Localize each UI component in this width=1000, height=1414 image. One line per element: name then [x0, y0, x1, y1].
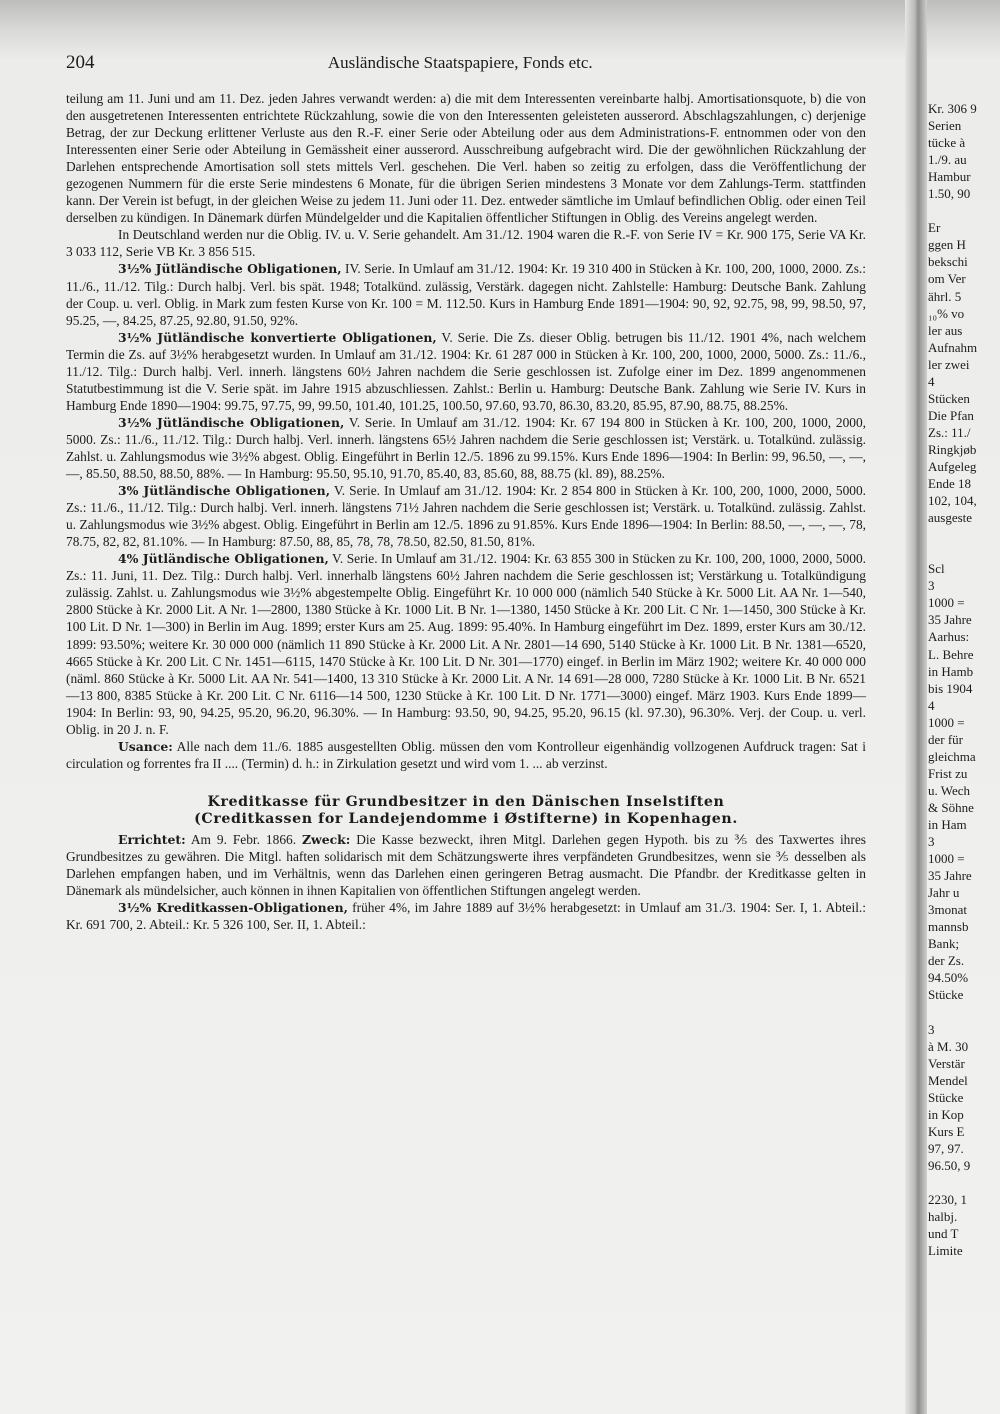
facing-page-line: 3monat	[928, 902, 967, 918]
facing-page-line: 94.50%	[928, 970, 969, 986]
facing-page-line: Stücken	[928, 390, 970, 406]
facing-page-line: 102, 104,	[928, 493, 977, 509]
facing-page-line	[928, 202, 1000, 219]
facing-page-line: Stücke	[928, 1089, 964, 1105]
entry-kreditkassen	[66, 899, 866, 933]
entry-title: 4% Jütländische Obligationen,	[118, 551, 329, 567]
facing-page-line: ler zwei	[928, 356, 970, 372]
facing-page-line: Die Pfan	[928, 407, 974, 423]
entry-title: 3½% Jütländische Obligationen,	[118, 414, 345, 430]
facing-page-line: Zs.: 11./	[928, 424, 971, 440]
facing-page-line: Stücke	[928, 987, 964, 1003]
zweck-text: Die Kasse bezweckt, ihren Mitgl. Darlehen gegen Hypoth. bis zu ⅗ des Taxwertes ihres Grundbesitzes zu gewähren. Die Mitgl. haften solidarisch mit dem Schätzungswerte ihres verpfändeten Grundbesitzes, wenn sie ⅗ desselben als Darlehen empfangen haben, und im Verhältnis, wenn das Darlehen einen geringeren Betrag ausmacht. Die Pfandbr. der Kreditkasse gelten in Dänemark als mündelsicher, auch können in ihnen Kapitalien von öffentlichen Stiftungen angelegt werden.	[66, 831, 866, 899]
facing-page-line: 4	[928, 373, 935, 389]
facing-page-line	[928, 1003, 1000, 1020]
facing-page-line: 4	[928, 697, 935, 713]
facing-page-line: L. Behre	[928, 646, 974, 662]
facing-page-line: Kr. 306 9	[928, 101, 977, 116]
facing-page-line: 3	[928, 834, 935, 850]
facing-page-line: in Ham	[928, 816, 967, 832]
running-title: Ausländische Staatspapiere, Fonds etc.	[327, 53, 593, 72]
facing-page-line: Ende 18	[928, 476, 971, 492]
entry-jutland-iv	[66, 260, 866, 328]
page-header	[66, 52, 866, 74]
entry-title: 3½% Jütländische konvertierte Obligationen,	[118, 329, 437, 345]
entry-title: 3½% Jütländische Obligationen,	[118, 261, 342, 277]
section-heading	[66, 794, 866, 828]
facing-page-line: om Ver	[928, 271, 966, 287]
entry-text: V. Serie. Die Zs. dieser Oblig. betrugen bis 11./12. 1901 4%, nach welchem Termin die Zs. auf 3½% herabgesetzt wurden. In Umlauf am 31./12. 1904: Kr. 61 287 000 in Stücken à Kr. 100, 200, 1000, 2000, 5000. Zs.: 11./6., 11./12. Tilg.: Durch halbj. Verl. innerh. längstens 60½ Jahren nachdem die Serie geschlossen ist. Zufolge einer im Dez. 1899 angenommenen Statutbestimmung ist die V. Serie spät. im Jahre 1915 abzuschliessen. Zahlst.: Berlin u. Hamburg: Deutsche Bank. Zahlung wie Serie IV. Kurs in Hamburg Ende 1890—1904: 99.75, 97.75, 99, 99.50, 101.40, 101.25, 100.50, 97.60, 93.70, 86.30, 83.20, 85.95, 87.90, 88.75, 88.25%.	[66, 329, 866, 413]
facing-page-line: Verstär	[928, 1055, 965, 1071]
facing-page-line: Mendel	[928, 1072, 968, 1088]
facing-page-line: Scl	[928, 561, 945, 577]
facing-page-line: der für	[928, 731, 964, 747]
facing-page-line: ler aus	[928, 322, 963, 338]
facing-page-line: 3	[928, 578, 935, 594]
facing-page-line: 3	[928, 1021, 935, 1037]
main-column	[66, 52, 866, 933]
facing-page-line: 35 Jahre	[928, 868, 972, 884]
paragraph-intro: teilung am 11. Juni und am 11. Dez. jeden Jahres verwandt werden: a) die mit dem Interessenten vereinbarte halbj. Amortisationsquote, b) die von den ausgetretenen Interessenten entrichtete Rückzahlung, sowie die von den Interessenten geleisteten ausserord. Abschlagszahlungen, c) derjenige Betrag, der zur Deckung erlittener Verluste aus den R.-F. einer Serie oder Abteilung oder aus dem Administrations-F. entnommen oder von den Interessenten einer Serie oder Abteilung in Gemässheit einer ausserord. Ausschreibung aufgebracht wird. Die der gewöhnlichen Rückzahlung der Darlehen entsprechende Amortisation soll stets mittels Verl. geschehen. Die Verl. haben so zeitig zu erfolgen, dass die Veröffentlichung der gezogenen Nummern für die erste Serie mindestens 6 Monate, für die übrigen Serien mindestens 3 Monate vor dem Zahlungs-Term. stattfinden kann. Der Verein ist befugt, in der gleichen Weise zu jedem 11. Juni oder 11. Dez. entweder sämtliche im Umlauf befindlichen Oblig. oder einen Teil derselben zu kündigen. In Dänemark dürfen Mündelgelder und die Kapitalien öffentlicher Stiftungen in Oblig. des Vereins angelegt werden.	[66, 91, 866, 226]
usance-label: Usance:	[118, 738, 173, 754]
facing-page-line: gleichma	[928, 748, 976, 764]
facing-page-line: ährl. 5	[928, 288, 962, 304]
facing-page-line	[928, 526, 1000, 543]
facing-page-line: & Söhne	[928, 799, 974, 815]
facing-page-line: und T	[928, 1226, 959, 1242]
facing-page-line: der Zs.	[928, 953, 965, 969]
facing-page-line: in Hamb	[928, 663, 974, 679]
errichtet-text: Am 9. Febr. 1866.	[185, 831, 302, 847]
entry-jutland-v-3	[66, 482, 866, 550]
facing-page-line: Aarhus:	[928, 629, 970, 645]
facing-page-line: ₁₀% vo	[928, 305, 965, 321]
facing-page-line: Aufgeleg	[928, 458, 977, 474]
facing-page-line: bis 1904	[928, 680, 973, 696]
facing-page-line: à M. 30	[928, 1038, 969, 1054]
section-heading-line2: (Creditkassen for Landejendomme i Østifterne) in Kopenhagen.	[194, 810, 738, 827]
facing-page-line: u. Wech	[928, 782, 971, 798]
facing-page-line: Bank;	[928, 936, 960, 952]
paragraph-deutschland: In Deutschland werden nur die Oblig. IV. u. V. Serie gehandelt. Am 31./12. 1904 waren die R.-F. von Serie IV = Kr. 900 175, Serie VA Kr. 3 033 112, Serie VB Kr. 3 856 515.	[66, 227, 866, 260]
usance-paragraph	[66, 738, 866, 772]
facing-page-line: Jahr u	[928, 885, 960, 901]
facing-page-line: tücke à	[928, 135, 966, 151]
facing-page-line: ggen H	[928, 237, 966, 253]
facing-page-line: 35 Jahre	[928, 612, 972, 628]
entry-text: V. Serie. In Umlauf am 31./12. 1904: Kr. 2 854 800 in Stücken à Kr. 100, 200, 1000, 2000, 5000. Zs.: 11./6., 11./12. Tilg.: Durch halbj. Verl. innerh. längstens 71½ Jahren nachdem die Serie geschlossen ist; Verstärk. u. Totalkünd. zulässig. Zahlst. u. Zahlungsmodus wie 3½% abgest. Oblig. Eingeführt in Berlin am 12./5. 1896 zu 91.85%. Kurs Ende 1896—1904: In Berlin: 88.50, —, —, —, 78, 78.75, 82, 82, 81.10%. — In Hamburg: 87.50, 88, 85, 78, 78, 78.50, 82.50, 81.50, 81%.	[66, 483, 866, 550]
facing-page-line: Limite	[928, 1243, 963, 1259]
section-heading-line1: Kreditkasse für Grundbesitzer in den Dänischen Inselstiften	[207, 793, 725, 810]
facing-page-line: 1000 =	[928, 851, 965, 867]
facing-page-line: 1000 =	[928, 595, 965, 611]
entry-text: IV. Serie. In Umlauf am 31./12. 1904: Kr. 19 310 400 in Stücken à Kr. 100, 200, 1000, 2000. Zs.: 11./6., 11./12. Tilg.: Durch halbj. Verl. bis spät. 1948; Totalkünd. zulässig, Verstärk. dagegen nicht. Zahlstelle: Hamburg: Deutsche Bank. Zahlung der Coup. u. verl. Oblig. in Mark zum festen Kurse von Kr. 100 = M. 112.50. Kurs in Hamburg Ende 1891—1904: 90, 92, 92.75, 98, 99, 98.50, 97, 95.25, —, 84.25, 87.25, 92.80, 91.50, 92%.	[66, 261, 866, 328]
facing-page-line: 1./9. au	[928, 152, 967, 168]
entry-jutland-v-3half	[66, 414, 866, 482]
facing-page-line: Hambur	[928, 169, 971, 185]
entry-jutland-konvertierte	[66, 329, 866, 414]
facing-page-line: 1000 =	[928, 714, 965, 730]
errichtet-label: Errichtet:	[118, 831, 186, 847]
paragraph-errichtet	[66, 831, 866, 899]
usance-text: Alle nach dem 11./6. 1885 ausgestellten Oblig. müssen den vom Kontrolleur eigenhändig vollzogenen Aufdruck tragen: Sat i circulation og forrentes fra II .... (Termin) d. h.: in Zirkulation gesetzt und wird vom 1. ... ab verzinst.	[66, 738, 866, 771]
facing-page-line: in Kop	[928, 1106, 964, 1122]
facing-page-line: Serien	[928, 118, 962, 134]
facing-page-line: 97, 97.	[928, 1140, 964, 1156]
entry-title: 3½% Kreditkassen-Obligationen,	[118, 900, 348, 916]
facing-page-line: Aufnahm	[928, 339, 978, 355]
facing-page-line: Frist zu	[928, 765, 968, 781]
facing-page-line: Ringkjøb	[928, 441, 977, 457]
facing-page-line: Kurs E	[928, 1123, 965, 1139]
zweck-label: Zweck:	[301, 831, 351, 847]
facing-page-line: 96.50, 9	[928, 1157, 971, 1173]
facing-page-line: mannsb	[928, 919, 969, 935]
entry-title: 3% Jütländische Obligationen,	[118, 483, 331, 499]
entry-text: V. Serie. In Umlauf am 31./12. 1904: Kr. 67 194 800 in Stücken à Kr. 100, 200, 1000, 2000, 5000. Zs.: 11./6., 11./12. Tilg.: Durch halbj. Verl. innerh. längstens 65½ Jahren nachdem die Serie geschlossen ist; Verstärk. u. Totalkünd. zulässig. Zahlst. u. Zahlungsmodus wie 3½% abgest. Oblig. Eingeführt in Berlin 12./5. 1896 zu 99.15%. Kurs Ende 1896—1904: In Berlin: 99, 96.50, —, —, —, 85.50, 88.50, 88.50, 88%. — In Hamburg: 95.50, 95.10, 91.70, 85.40, 83, 85.60, 88, 88.75 (kl. 89), 88.25%.	[66, 414, 867, 482]
facing-page-line: 1.50, 90	[928, 186, 971, 202]
facing-page-line	[928, 543, 1000, 560]
facing-page-line	[928, 1174, 1000, 1191]
facing-page-line: bekschi	[928, 254, 968, 270]
facing-page-line: halbj.	[928, 1209, 958, 1225]
facing-page-line: 2230, 1	[928, 1192, 967, 1207]
entry-jutland-v-4	[66, 550, 866, 738]
facing-page-line: ausgeste	[928, 510, 973, 526]
entry-text: V. Serie. In Umlauf am 31./12. 1904: Kr. 63 855 300 in Stücken zu Kr. 100, 200, 1000, 2000, 5000. Zs.: 11. Juni, 11. Dez. Tilg.: Durch halbj. Verl. innerhalb längstens 60½ Jahren nachdem die Serie geschlossen ist; Verstärkung u. Totalkündigung zulässig. Zahlst. u. Zahlungsmodus wie 3½% abgestempelte Oblig. Eingeführt Kr. 10 000 000 (nämlich 540 Stücke à Kr. 5000 Lit. AA Nr. 1—540, 2800 Stücke à Kr. 2000 Lit. A Nr. 1—2800, 1380 Stücke à Kr. 1000 Lit. B Nr. 1—1380, 1450 Stücke à Kr. 200 Lit. C Nr. 1—1450, 300 Stücke à Kr. 100 Lit. D Nr. 1—300) in Berlin im Aug. 1899; erster Kurs am 25. Aug. 1899: 95.40%. In Hamburg eingeführt im Dez. 1899, erster Kurs am 30./12. 1899: 93.50%; weitere Kr. 30 000 000 (nämlich 11 890 Stücke à Kr. 2000 Lit. A Nr. 2801—14 690, 5140 Stücke à Kr. 1000 Lit. B Nr. 1381—6520, 4665 Stücke à Kr. 200 Lit. C Nr. 1451—6115, 1470 Stücke à Kr. 100 Lit. D Nr. 301—1770) eingef. in Berlin im März 1902; weitere Kr. 40 000 000 (näml. 860 Stücke à Kr. 5000 Lit. AA Nr. 541—1400, 13 310 Stücke à Kr. 2000 Lit. A Nr. 14 691—28 000, 7280 Stücke à Kr. 1000 Lit. B Nr. 6521—13 800, 8385 Stücke à Kr. 200 Lit. C Nr. 6116—14 500, 1230 Stücke à Kr. 100 Lit. D Nr. 1771—3000) eingef. März 1903. Kurs Ende 1899—1904: In Berlin: 93, 90, 94.25, 95.20, 96.20, 96.30%. — In Hamburg: 93.50, 90, 94.25, 95.20, 96.15 (kl. 97.30), 96.30%. Verj. der Coup. u. verl. Oblig. in 20 J. n. F.	[66, 551, 866, 737]
book-gutter-shadow	[905, 0, 927, 1414]
facing-page-fragment	[928, 100, 1000, 1259]
page-number: 204	[66, 52, 95, 73]
facing-page-line: Er	[928, 220, 941, 236]
entry-text: früher 4%, im Jahre 1889 auf 3½% herabgesetzt: in Umlauf am 31./3. 1904: Ser. I, 1. Abteil.: Kr. 691 700, 2. Abteil.: Kr. 5 326 100, Ser. II, 1. Abteil.:	[66, 900, 866, 933]
